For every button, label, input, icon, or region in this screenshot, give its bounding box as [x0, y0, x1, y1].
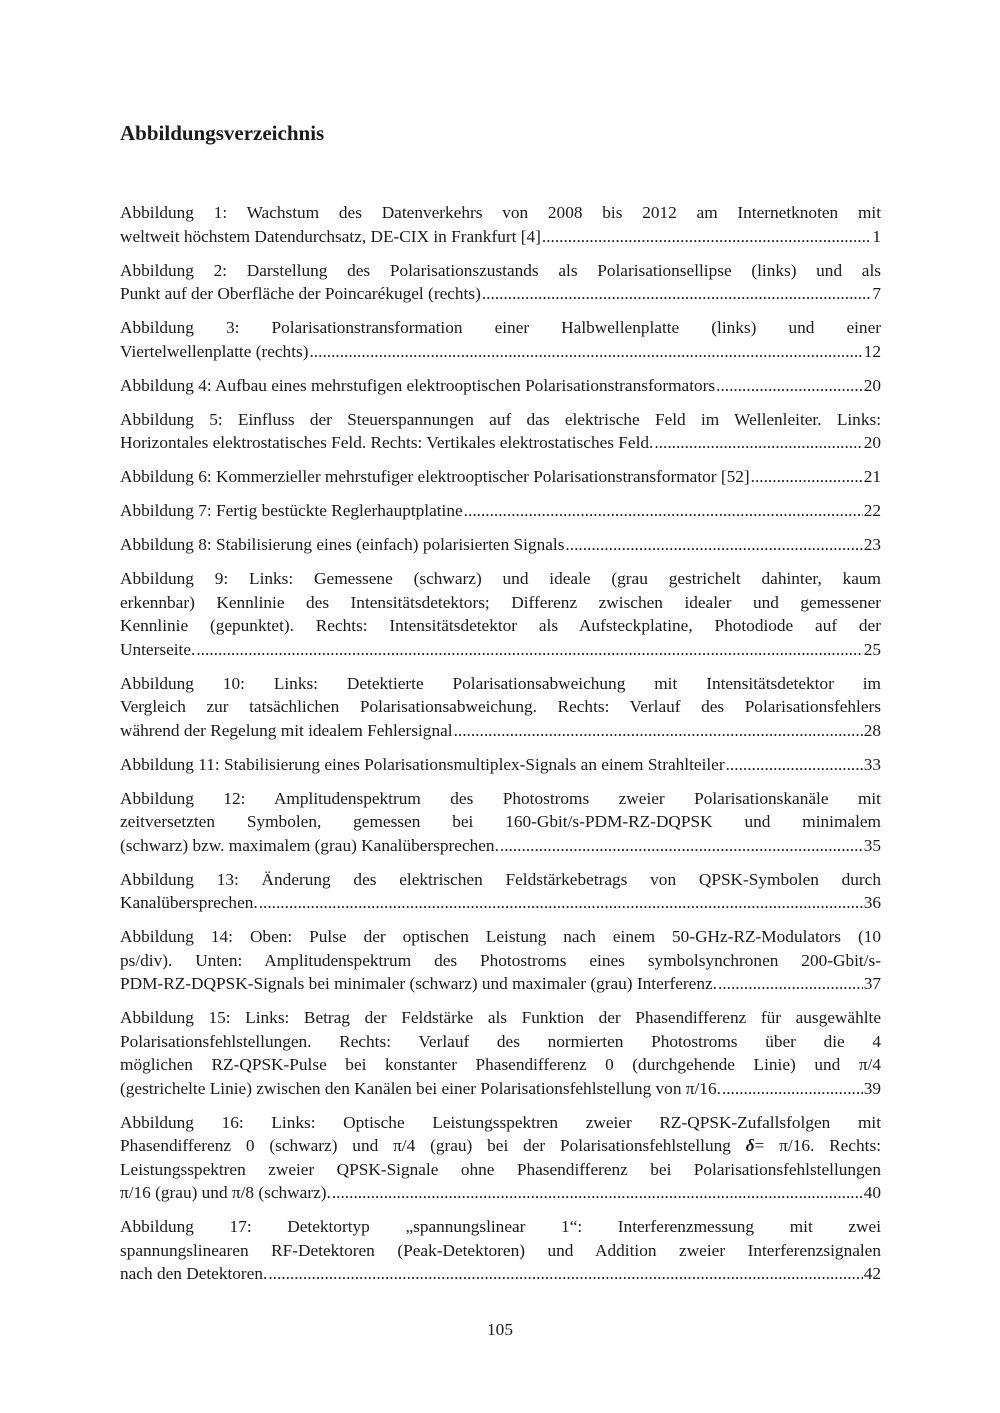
toc-entry[interactable] — [120, 499, 881, 523]
toc-entry-text: Kanalübersprechen. — [120, 893, 258, 912]
toc-page-number[interactable]: 20 — [863, 375, 881, 395]
toc-entry-text: während der Regelung mit idealem Fehlersignal — [120, 720, 453, 740]
toc-entry-last-line — [120, 1077, 881, 1101]
toc-entry-text: Punkt auf der Oberfläche der Poincarékugel (rechts) — [120, 284, 481, 303]
dot-leader — [454, 719, 863, 743]
toc-entry-line: Polarisationsfehlstellungen. Rechts: Verlauf des normierten Photostroms über die 4 — [120, 1031, 881, 1051]
toc-page-number[interactable]: 39 — [863, 1078, 881, 1098]
dot-leader — [268, 1262, 862, 1286]
toc-entry-text: Abbildung 6: Kommerzieller mehrstufiger elektrooptischer Polarisationstransformator [52] — [120, 467, 750, 486]
toc-entry-text: weltweit höchstem Datendurchsatz, DE-CIX in Frankfurt [4] — [120, 226, 541, 246]
dot-leader — [196, 638, 862, 662]
dot-leader — [726, 753, 863, 777]
toc-entry-line: Abbildung 13: Änderung des elektrischen Feldstärkebetrags von QPSK-Symbolen durch — [120, 869, 881, 889]
dot-leader — [332, 1181, 863, 1205]
toc-page-number[interactable]: 33 — [863, 754, 881, 774]
dot-leader — [309, 340, 862, 364]
toc-entry-last-line — [120, 753, 881, 777]
toc-entry-text: Viertelwellenplatte (rechts) — [120, 341, 309, 361]
toc-entry[interactable] — [120, 672, 881, 743]
toc-page-number[interactable]: 35 — [863, 835, 881, 855]
toc-entry-last-line — [120, 340, 881, 364]
toc-entry[interactable] — [120, 533, 881, 557]
toc-page-number[interactable]: 1 — [872, 226, 881, 246]
toc-entry[interactable] — [120, 787, 881, 858]
toc-entry[interactable] — [120, 567, 881, 661]
toc-entry-line: Kennlinie (gepunktet). Rechts: Intensitätsdetektor als Aufsteckplatine, Photodiode auf der — [120, 616, 881, 635]
toc-entry[interactable] — [120, 374, 881, 398]
dot-leader — [722, 1077, 863, 1101]
toc-entry[interactable] — [120, 408, 881, 455]
toc-entry[interactable] — [120, 925, 881, 996]
toc-entry-last-line — [120, 719, 881, 743]
toc-entry-text: Abbildung 8: Stabilisierung eines (einfach) polarisierten Signals — [120, 535, 565, 554]
toc-entry-line: Abbildung 14: Oben: Pulse der optischen Leistung nach einem 50-GHz-RZ-Modulators (10 — [120, 927, 881, 946]
toc-entry-line: Abbildung 12: Amplitudenspektrum des Photostroms zweier Polarisationskanäle mit — [120, 788, 881, 808]
toc-entry-line: Phasendifferenz 0 (schwarz) und π/4 (grau) bei der Polarisationsfehlstellung δ= π/16. Rechts: — [120, 1136, 881, 1155]
toc-entry-last-line — [120, 1262, 881, 1286]
dot-leader — [565, 533, 862, 557]
toc-entry-line: spannungslinearen RF-Detektoren (Peak-Detektoren) und Addition zweier Interferenzsignalen — [120, 1240, 881, 1260]
dot-leader — [751, 465, 863, 489]
toc-entry-line: erkennbar) Kennlinie des Intensitätsdetektors; Differenz zwischen idealer und gemessener — [120, 592, 881, 612]
toc-entry[interactable] — [120, 753, 881, 777]
page-number: 105 — [487, 1320, 513, 1339]
toc-entry-last-line — [120, 225, 881, 249]
toc-entry[interactable] — [120, 1215, 881, 1286]
toc-entry-text: Horizontales elektrostatisches Feld. Rechts: Vertikales elektrostatisches Feld. — [120, 433, 654, 452]
toc-page-number[interactable]: 12 — [863, 341, 881, 361]
toc-entry-last-line — [120, 891, 881, 915]
dot-leader — [716, 374, 863, 398]
toc-entry-text: Abbildung 7: Fertig bestückte Reglerhauptplatine — [120, 501, 463, 520]
toc-page-number[interactable]: 42 — [863, 1264, 881, 1283]
toc-entry[interactable] — [120, 201, 881, 248]
toc-page-number[interactable]: 21 — [863, 467, 881, 486]
toc-entry[interactable] — [120, 259, 881, 306]
toc-entry[interactable] — [120, 1111, 881, 1205]
toc-entry-last-line — [120, 282, 881, 306]
toc-entry-line: zeitversetzten Symbolen, gemessen bei 160-Gbit/s-PDM-RZ-DQPSK und minimalem — [120, 812, 881, 831]
toc-entry-last-line — [120, 834, 881, 858]
toc-entry-line: Abbildung 5: Einfluss der Steuerspannungen auf das elektrische Feld im Wellenleiter. Links: — [120, 409, 881, 429]
toc-entry-line: Abbildung 15: Links: Betrag der Feldstärke als Funktion der Phasendifferenz für ausgewählte — [120, 1008, 881, 1027]
toc-page-number[interactable]: 25 — [863, 639, 881, 659]
toc-entry[interactable] — [120, 1006, 881, 1100]
dot-leader — [542, 225, 871, 249]
toc-entry-last-line — [120, 972, 881, 996]
toc-entry-text: Abbildung 4: Aufbau eines mehrstufigen elektrooptischen Polarisationstransformators — [120, 375, 716, 395]
toc-entry-line: Abbildung 9: Links: Gemessene (schwarz) und ideale (grau gestrichelt dahinter, kaum — [120, 569, 881, 588]
toc-entry-text: PDM-RZ-DQPSK-Signals bei minimaler (schwarz) und maximaler (grau) Interferenz. — [120, 974, 717, 993]
toc-entry-text: nach den Detektoren. — [120, 1264, 268, 1283]
toc-page-number[interactable]: 28 — [863, 720, 881, 740]
dot-leader — [259, 891, 863, 915]
toc-entry-line: Leistungsspektren zweier QPSK-Signale ohne Phasendifferenz bei Polarisationsfehlstellungen — [120, 1159, 881, 1179]
toc-entry-text: (schwarz) bzw. maximalem (grau) Kanalübersprechen. — [120, 835, 499, 855]
toc-page-number[interactable]: 23 — [863, 535, 881, 554]
toc-page-number[interactable]: 22 — [863, 501, 881, 520]
toc-entry-line: Abbildung 1: Wachstum des Datenverkehrs von 2008 bis 2012 am Internetknoten mit — [120, 203, 881, 222]
toc-entry-line: ps/div). Unten: Amplitudenspektrum des Photostroms eines symbolsynchronen 200-Gbit/s- — [120, 950, 881, 970]
toc-entry-text: (gestrichelte Linie) zwischen den Kanälen bei einer Polarisationsfehlstellung von π/16. — [120, 1078, 721, 1098]
toc-entry-last-line — [120, 638, 881, 662]
toc-entry-text: π/16 (grau) und π/8 (schwarz). — [120, 1183, 331, 1202]
toc-entry[interactable] — [120, 316, 881, 363]
page-title: Abbildungsverzeichnis — [120, 121, 325, 145]
toc-entry-last-line — [120, 533, 881, 557]
toc-entry-last-line — [120, 465, 881, 489]
toc-page-number[interactable]: 20 — [863, 433, 881, 452]
toc-entry-line: Abbildung 16: Links: Optische Leistungsspektren zweier RZ-QPSK-Zufallsfolgen mit — [120, 1112, 881, 1132]
dot-leader — [718, 972, 863, 996]
toc-page-number[interactable]: 37 — [863, 974, 881, 993]
dot-leader — [654, 431, 862, 455]
toc-page-number[interactable]: 40 — [863, 1183, 881, 1202]
toc-entry-text: Unterseite. — [120, 639, 196, 659]
toc-entry-line: Abbildung 3: Polarisationstransformation einer Halbwellenplatte (links) und einer — [120, 318, 881, 337]
toc-page-number[interactable]: 36 — [863, 893, 881, 912]
toc-entry-last-line — [120, 1181, 881, 1205]
dot-leader — [464, 499, 863, 523]
toc-entry-last-line — [120, 431, 881, 455]
figure-list — [120, 201, 881, 1296]
toc-entry-line: möglichen RZ-QPSK-Pulse bei konstanter Phasendifferenz 0 (durchgehende Linie) und π/4 — [120, 1055, 881, 1074]
toc-entry-text: Abbildung 11: Stabilisierung eines Polarisationsmultiplex-Signals an einem Strahlteiler — [120, 754, 725, 774]
toc-entry-line: Abbildung 10: Links: Detektierte Polarisationsabweichung mit Intensitätsdetektor im — [120, 673, 881, 693]
toc-page-number[interactable]: 7 — [872, 284, 881, 303]
toc-entry-line: Vergleich zur tatsächlichen Polarisationsabweichung. Rechts: Verlauf des Polarisationsfehlers — [120, 697, 881, 716]
dot-leader — [482, 282, 872, 306]
dot-leader — [500, 834, 863, 858]
toc-entry[interactable] — [120, 465, 881, 489]
toc-entry-last-line — [120, 374, 881, 398]
toc-entry[interactable] — [120, 868, 881, 915]
toc-entry-last-line — [120, 499, 881, 523]
toc-entry-line: Abbildung 17: Detektortyp „spannungslinear 1“: Interferenzmessung mit zwei — [120, 1217, 881, 1236]
toc-entry-line: Abbildung 2: Darstellung des Polarisationszustands als Polarisationsellipse (links) und als — [120, 260, 881, 280]
